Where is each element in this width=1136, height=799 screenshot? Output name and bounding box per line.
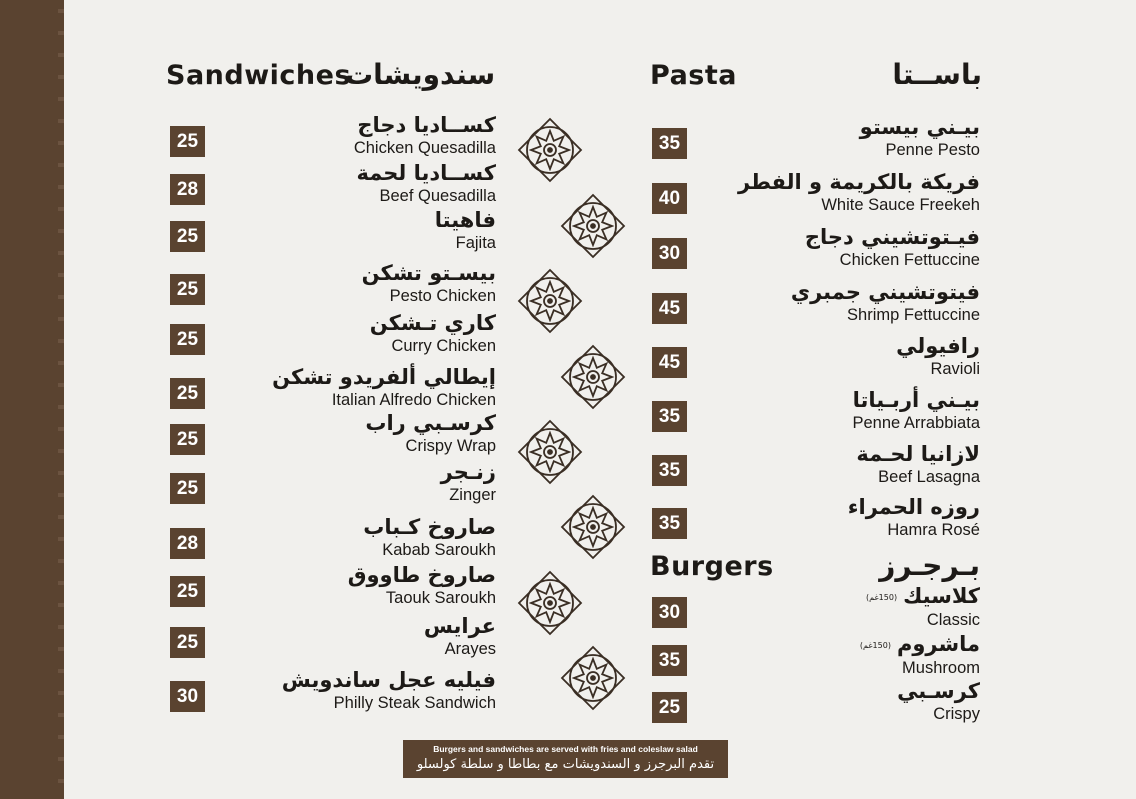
item-name-en: Hamra Rosé bbox=[887, 521, 980, 539]
ornament-icon bbox=[560, 344, 626, 410]
burgers-item bbox=[860, 632, 980, 679]
item-name-en: Kabab Saroukh bbox=[382, 541, 496, 559]
ornament-icon bbox=[560, 494, 626, 560]
item-name-ar: فريكة بالكريمة و الفطر bbox=[738, 170, 980, 194]
sandwiches-price: 25 bbox=[170, 324, 205, 355]
item-name-en: Curry Chicken bbox=[391, 337, 496, 355]
sandwiches-item bbox=[424, 614, 496, 660]
sandwiches-item bbox=[441, 460, 496, 506]
sandwiches-item bbox=[282, 668, 496, 714]
item-name-ar: زنـجر bbox=[440, 460, 496, 484]
pasta-item bbox=[852, 388, 980, 434]
item-name-ar: إيطالي ألفريدو تشكن bbox=[272, 365, 496, 389]
item-name-ar: كرسـبي راب bbox=[365, 411, 496, 435]
item-name-en: Philly Steak Sandwich bbox=[333, 694, 496, 712]
item-name-ar: ماشروم bbox=[896, 632, 980, 656]
item-name-ar: كســاديا دجاج bbox=[357, 113, 496, 137]
item-weight: (150غم) bbox=[866, 592, 898, 602]
pasta-item bbox=[848, 495, 980, 541]
item-name-en: Italian Alfredo Chicken bbox=[331, 391, 496, 409]
item-name-ar: بيـني بيستو bbox=[859, 115, 980, 139]
sandwiches-price: 25 bbox=[170, 424, 205, 455]
item-name-en: Chicken Quesadilla bbox=[353, 139, 496, 157]
item-name-en: Ravioli bbox=[930, 360, 980, 378]
item-name-ar: بيسـتو تشكن bbox=[361, 261, 496, 285]
item-name-en: Beef Lasagna bbox=[878, 468, 980, 486]
item-name-en: Classic bbox=[926, 610, 980, 629]
item-name-ar: رافيولي bbox=[896, 334, 980, 358]
item-name-en: Arayes bbox=[444, 640, 496, 658]
sandwiches-price: 25 bbox=[170, 274, 205, 305]
burgers-price: 25 bbox=[652, 692, 687, 723]
item-name-en: White Sauce Freekeh bbox=[821, 196, 980, 214]
sandwiches-item bbox=[363, 515, 496, 561]
item-name-ar: فاهيتا bbox=[434, 208, 496, 232]
pasta-title-en: Pasta bbox=[650, 60, 737, 91]
sandwiches-price: 28 bbox=[170, 528, 205, 559]
pasta-price: 35 bbox=[652, 401, 687, 432]
burgers-price: 30 bbox=[652, 597, 687, 628]
sandwiches-item bbox=[362, 261, 496, 307]
pasta-item bbox=[860, 115, 980, 161]
serving-note-ar: تقدم البرجرز و السندويشات مع بطاطا و سلطة كولسلو bbox=[416, 757, 715, 772]
burgers-title-ar: بـرجـرز bbox=[879, 549, 980, 582]
pasta-title-ar: باســتا bbox=[892, 58, 982, 91]
serving-note-en: Burgers and sandwiches are served with fries and coleslaw salad bbox=[433, 744, 698, 754]
sandwiches-title-en: Sandwiches bbox=[166, 60, 352, 91]
item-name-ar: بيـني أربـياتا bbox=[852, 388, 980, 412]
item-name-ar: روزه الحمراء bbox=[847, 495, 980, 519]
pasta-item bbox=[791, 280, 980, 326]
item-name-en: Penne Pesto bbox=[885, 141, 980, 159]
ornament-icon bbox=[517, 117, 583, 183]
sandwiches-price: 30 bbox=[170, 681, 205, 712]
sandwiches-price: 25 bbox=[170, 576, 205, 607]
sandwiches-item bbox=[348, 563, 496, 609]
item-name-ar: كرسـبي bbox=[897, 679, 980, 703]
sandwiches-price: 25 bbox=[170, 473, 205, 504]
sandwiches-price: 25 bbox=[170, 378, 205, 409]
item-name-ar: كســاديا لحمة bbox=[356, 161, 496, 185]
item-name-en: Taouk Saroukh bbox=[385, 589, 496, 607]
ornament-icon bbox=[517, 419, 583, 485]
item-name-ar: فيتوتشيني جمبري bbox=[790, 280, 980, 304]
sandwiches-item bbox=[365, 411, 496, 457]
item-name-ar: فيـتوتشيني دجاج bbox=[804, 225, 980, 249]
pasta-item bbox=[805, 225, 980, 271]
item-weight: (150غم) bbox=[859, 640, 891, 650]
pasta-price: 35 bbox=[652, 508, 687, 539]
ornament-icon bbox=[517, 570, 583, 636]
pasta-price: 35 bbox=[652, 455, 687, 486]
item-name-en: Crispy bbox=[933, 705, 980, 723]
pasta-price: 45 bbox=[652, 293, 687, 324]
item-name-en: Fajita bbox=[455, 234, 496, 252]
item-name-en: Mushroom bbox=[902, 658, 980, 677]
item-name-ar-row bbox=[866, 584, 980, 610]
item-name-ar: عرايس bbox=[423, 614, 496, 638]
sandwiches-item bbox=[272, 365, 496, 411]
item-name-ar: كاري تـشكن bbox=[369, 311, 496, 335]
item-name-en: Crispy Wrap bbox=[405, 437, 496, 455]
sandwiches-item bbox=[370, 311, 496, 357]
item-name-ar: صاروخ كـباب bbox=[363, 515, 496, 539]
sandwiches-price: 28 bbox=[170, 174, 205, 205]
burgers-price: 35 bbox=[652, 645, 687, 676]
pasta-price: 40 bbox=[652, 183, 687, 214]
item-name-ar: صاروخ طاووق bbox=[347, 563, 496, 587]
sandwiches-item bbox=[356, 161, 496, 207]
item-name-ar: كلاسيك bbox=[903, 584, 980, 608]
ornament-icon bbox=[517, 268, 583, 334]
pasta-item bbox=[856, 442, 980, 488]
item-name-ar: فيليه عجل ساندويش bbox=[281, 668, 496, 692]
ornament-icon bbox=[560, 193, 626, 259]
sandwiches-title-ar: سندويشات bbox=[345, 58, 496, 91]
item-name-ar-row bbox=[860, 632, 980, 658]
item-name-en: Penne Arrabbiata bbox=[852, 414, 980, 432]
item-name-en: Chicken Fettuccine bbox=[839, 251, 980, 269]
item-name-en: Shrimp Fettuccine bbox=[847, 306, 980, 324]
burgers-item bbox=[897, 679, 980, 725]
pasta-item bbox=[738, 170, 980, 216]
pasta-price: 30 bbox=[652, 238, 687, 269]
item-name-en: Beef Quesadilla bbox=[379, 187, 496, 205]
pasta-price: 35 bbox=[652, 128, 687, 159]
decorative-side-strip bbox=[0, 0, 60, 799]
sandwiches-item bbox=[435, 208, 496, 254]
item-name-en: Zinger bbox=[449, 486, 496, 504]
item-name-en: Pesto Chicken bbox=[389, 287, 496, 305]
sandwiches-price: 25 bbox=[170, 221, 205, 252]
burgers-item bbox=[866, 584, 980, 631]
sandwiches-item bbox=[354, 113, 496, 159]
pasta-price: 45 bbox=[652, 347, 687, 378]
burgers-title-en: Burgers bbox=[650, 551, 774, 582]
item-name-ar: لازانيا لحـمة bbox=[856, 442, 980, 466]
pasta-item bbox=[896, 334, 980, 380]
sandwiches-price: 25 bbox=[170, 126, 205, 157]
ornament-icon bbox=[560, 645, 626, 711]
sandwiches-price: 25 bbox=[170, 627, 205, 658]
serving-note bbox=[403, 740, 728, 778]
